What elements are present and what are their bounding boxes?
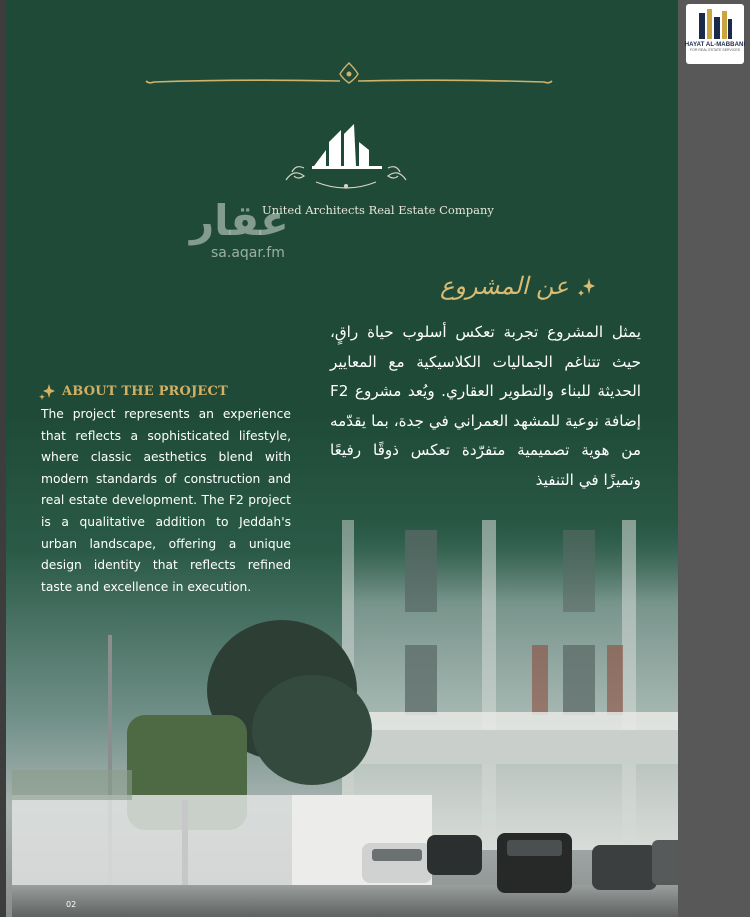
sparkle-icon [38,382,56,400]
right-margin [678,0,750,917]
watermark-logo: عقار [190,196,289,245]
brand-subtitle: FOR REAL ESTATE SERVICES [689,48,741,52]
arabic-heading-row [440,266,650,306]
building-logo-icon [276,120,416,200]
brochure-page [6,0,678,917]
arabic-heading: عن المشروع [440,272,569,300]
page-number: 02 [66,900,77,909]
ornament-divider-icon [144,60,554,90]
watermark-url: sa.aqar.fm [211,245,285,261]
company-name: United Architects Real Estate Company [262,203,494,217]
english-heading: ABOUT THE PROJECT [62,383,228,399]
brand-name: HAYAT AL-MABBANI [684,42,746,48]
sparkle-icon [577,276,595,296]
brand-logo [686,4,744,64]
brand-logo-icon [697,7,733,41]
arabic-description: يمثل المشروع تجربة تعكس أسلوب حياة راقٍ، حيث تتناغم الجماليات الكلاسيكية مع المعايير الحديثة للبناء والتطوير العقاري. ويُعد مشروع F2 إضافة نوعية للمشهد العمراني في جدة، بما يقدّمه من هوية تصميمية متفرّدة تعكس ذوقًا رفيعًا وتميزًا في التنفيذ [330,323,641,489]
english-description: The project represents an experience that reflects a sophisticated lifestyle, where classic aesthetics blend with modern standards of construction and real estate development. The F2 project is a qualitative addition to Jeddah's urban landscape, offering a unique design identity that reflects refined taste and excellence in execution. [41,407,291,594]
english-heading-row [38,380,228,402]
